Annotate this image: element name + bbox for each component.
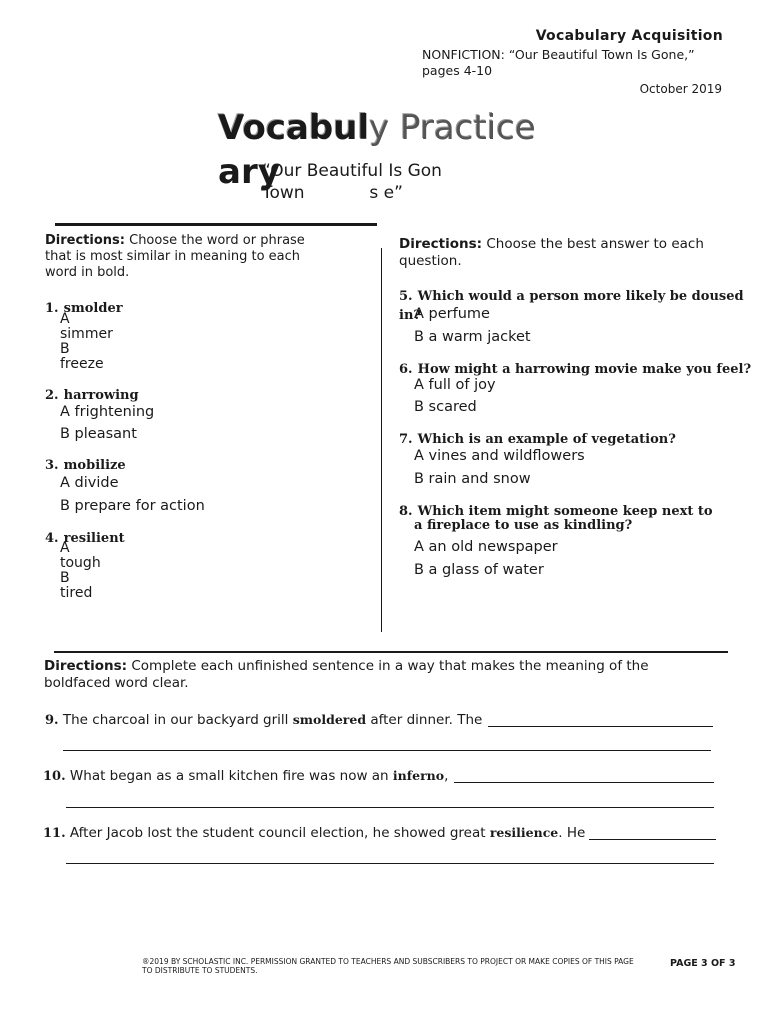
question-2 [45,384,139,403]
title-part-3: ary [218,152,280,192]
q7-choice-a[interactable]: A vines and wildflowers [414,448,585,464]
q1-choices [60,312,113,372]
page-number: PAGE 3 OF 3 [670,958,736,969]
subtitle-line-1: “Our Beautiful Is Gon [262,161,442,181]
sentence-10 [43,768,448,784]
question-text: Which item might someone keep next to [417,504,713,519]
question-text: Which is an example of vegetation? [417,432,676,447]
question-3 [45,454,126,473]
bottom-directions [44,658,684,692]
question-text: How might a harrowing movie make you feel? [417,362,752,377]
answer-line-9b[interactable] [63,750,711,751]
question-number: 2. [45,388,59,403]
q5-choice-a[interactable]: A perfume [414,306,490,322]
header-date: October 2019 [639,82,722,96]
left-directions-label: Directions: [45,233,125,248]
choice-letter: B [60,570,70,586]
sentence-pre: After Jacob lost the student council election, he showed great [65,825,490,841]
question-number: 7. [399,432,413,447]
sentence-11 [43,825,585,841]
item-number: 11. [43,826,66,841]
choice-letter: B [60,341,70,357]
choice-b[interactable]: freeze [60,356,104,372]
sentence-pre: What began as a small kitchen fire was now an [65,768,393,784]
sentence-bold: inferno [392,768,445,783]
choice-b[interactable]: tired [60,585,93,601]
item-number: 10. [43,769,66,784]
choice-letter: A [60,311,70,327]
q6-choice-a[interactable]: A full of joy [414,377,496,393]
header-title: Vocabulary Acquisition [535,28,723,44]
sentence-bold: smoldered [292,712,367,727]
question-6 [399,358,751,377]
question-text: Which would a person more likely be doused in? [399,289,744,323]
page-subtitle [262,160,442,204]
question-8 [399,500,713,519]
title-divider [55,223,377,226]
sentence-post: , [444,768,449,784]
q6-choice-b[interactable]: B scared [414,399,477,415]
answer-line-10a[interactable] [454,782,714,783]
answer-line-11a[interactable] [589,839,716,840]
sentence-pre: The charcoal in our backyard grill [58,712,293,728]
question-number: 8. [399,504,413,519]
header-subtitle: NONFICTION: “Our Beautiful Town Is Gone,” pages 4-10 [422,47,695,78]
right-directions [399,236,729,270]
answer-line-9a[interactable] [488,726,713,727]
question-word: smolder [63,301,123,316]
title-part-1: Vocabul [218,108,370,148]
q4-choices [60,541,101,601]
choice-letter: A [60,540,70,556]
q2-choice-b[interactable]: B pleasant [60,426,137,442]
left-directions-text: Choose the word or phrase that is most similar in meaning to each word in bold. [45,233,305,280]
choice-a[interactable]: tough [60,555,101,571]
question-word: resilient [63,531,125,546]
sentence-post: . He [558,825,586,841]
question-number: 3. [45,458,59,473]
question-number: 5. [399,289,413,304]
page-title [218,108,536,148]
copyright-notice: ®2019 BY SCHOLASTIC INC. PERMISSION GRANTED TO TEACHERS AND SUBSCRIBERS TO PROJECT OR MAKE COPIES OF THIS PAGE TO DISTRIBUTE TO STUDENTS. [142,957,634,975]
column-divider [381,248,382,632]
section-divider [54,651,728,653]
right-directions-label: Directions: [399,236,483,252]
q8-choice-a[interactable]: A an old newspaper [414,539,558,555]
question-number: 1. [45,301,59,316]
bottom-directions-label: Directions: [44,658,128,674]
q3-choice-a[interactable]: A divide [60,475,119,491]
q8-choice-b[interactable]: B a glass of water [414,562,544,578]
subtitle-line-2: Town s e” [262,183,403,203]
question-text-cont: a fireplace to use as kindling? [414,518,633,533]
question-number: 4. [45,531,59,546]
choice-a[interactable]: simmer [60,326,113,342]
sentence-bold: resilience [489,825,559,840]
question-7 [399,428,676,447]
answer-line-11b[interactable] [66,863,714,864]
left-directions [45,233,320,281]
question-word: harrowing [63,388,139,403]
title-part-2: y Practice [369,108,536,148]
q3-choice-b[interactable]: B prepare for action [60,498,205,514]
sentence-post: after dinner. The [366,712,483,728]
bottom-directions-text: Complete each unfinished sentence in a way that makes the meaning of the boldfaced word clear. [44,658,649,691]
question-word: mobilize [63,458,126,473]
sentence-9 [45,712,482,728]
q2-choice-a[interactable]: A frightening [60,404,155,420]
answer-line-10b[interactable] [66,807,714,808]
item-number: 9. [45,713,59,728]
question-number: 6. [399,362,413,377]
q7-choice-b[interactable]: B rain and snow [414,471,531,487]
right-directions-text: Choose the best answer to each question. [399,236,704,269]
q5-choice-b[interactable]: B a warm jacket [414,329,531,345]
